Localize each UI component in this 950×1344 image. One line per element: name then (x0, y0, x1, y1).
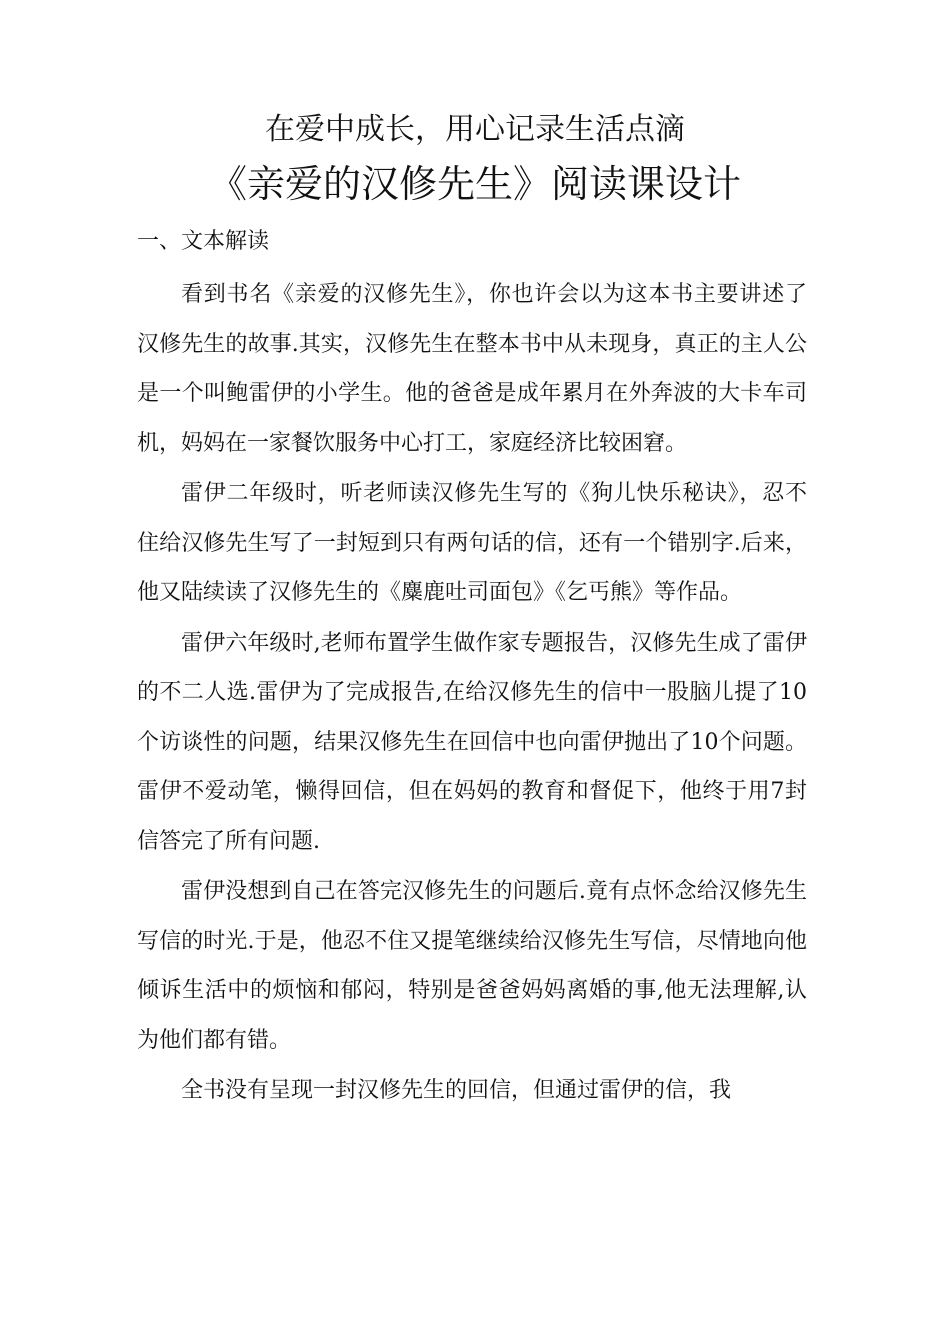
paragraph: 全书没有呈现一封汉修先生的回信，但通过雷伊的信，我 (181, 1078, 732, 1103)
paragraph: 看到书名《亲爱的汉修先生》，你也许会以为这本书主要讲述了汉修先生的故事.其实，汉修先生在整本书中从未现身，真正的主人公是一个叫鲍雷伊的小学生。他的爸爸是成年累月在外奔波的大卡车司机，妈妈在一家餐饮服务中心打工，家庭经济比较困窘。 (137, 282, 807, 456)
paragraph: 雷伊二年级时，听老师读汉修先生写的《狗儿快乐秘诀》，忍不住给汉修先生写了一封短到只有两句话的信，还有一个错别字.后来，他又陆续读了汉修先生的《麋鹿吐司面包》《乞丐熊》等作品。 (137, 481, 807, 605)
body-text (137, 270, 807, 1117)
paragraph: 雷伊六年级时,老师布置学生做作家专题报告，汉修先生成了雷伊的不二人选.雷伊为了完成报告,在给汉修先生的信中一股脑儿提了10个访谈性的问题，结果汉修先生在回信中也向雷伊抛出了10个问题。雷伊不爱动笔，懒得回信，但在妈妈的教育和督促下，他终于用7封信答完了所有问题. (137, 630, 807, 854)
document-title-line-2: 《亲爱的汉修先生》阅读课设计 (208, 162, 741, 206)
section-heading: 一、文本解读 (137, 229, 270, 254)
paragraph: 雷伊没想到自己在答完汉修先生的问题后.竟有点怀念给汉修先生写信的时光.于是，他忍不住又提笔继续给汉修先生写信，尽情地向他倾诉生活中的烦恼和郁闷，特别是爸爸妈妈离婚的事,他无法理解,认为他们都有错。 (137, 879, 807, 1053)
document-title-line-1: 在爱中成长，用心记录生活点滴 (265, 112, 685, 147)
